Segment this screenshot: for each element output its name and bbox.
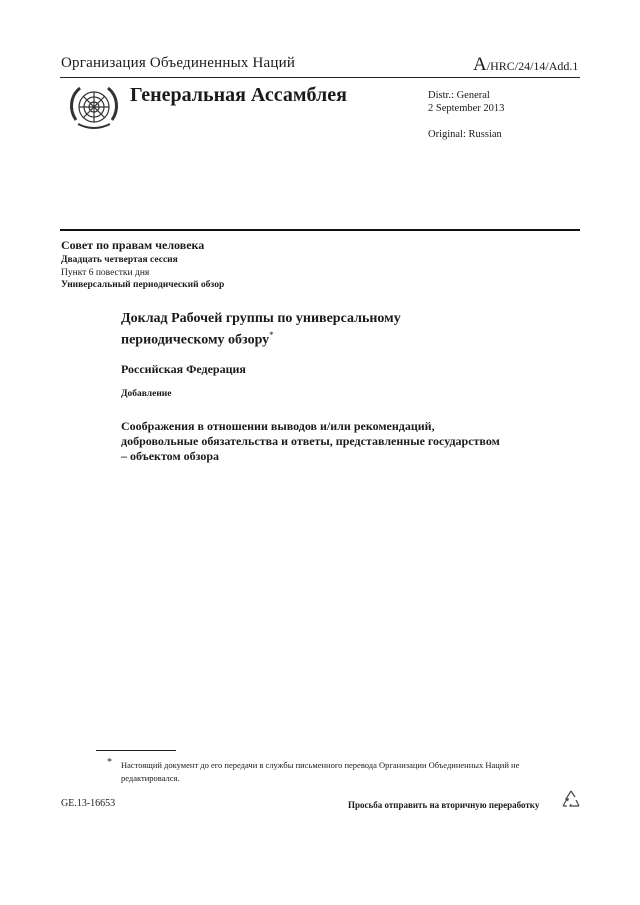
footnote-marker: * bbox=[107, 757, 112, 768]
date: 2 September 2013 bbox=[428, 103, 505, 114]
original-language: Original: Russian bbox=[428, 129, 502, 140]
document-symbol bbox=[473, 54, 578, 76]
country-name: Российская Федерация bbox=[121, 362, 246, 376]
council-name: Совет по правам человека bbox=[61, 238, 205, 252]
un-emblem-icon bbox=[64, 82, 124, 136]
session: Двадцать четвертая сессия bbox=[61, 255, 178, 265]
document-subject: Соображения в отношении выводов и/или рекомендаций, добровольные обязательства и ответы, представленные государством – объектом обзора bbox=[121, 419, 500, 463]
distribution-block bbox=[428, 89, 504, 115]
review-name: Универсальный периодический обзор bbox=[61, 280, 225, 290]
session-meta bbox=[61, 254, 224, 292]
document-title bbox=[121, 310, 501, 349]
section-rule bbox=[60, 229, 580, 231]
organization-name: Организация Объединенных Наций bbox=[61, 55, 296, 71]
distribution: Distr.: General bbox=[428, 90, 490, 101]
title-footnote-marker[interactable]: * bbox=[269, 330, 274, 340]
addendum-label: Добавление bbox=[121, 389, 172, 399]
footnote-text: Настоящий документ до его передачи в службы письменного перевода Организации Объединенных Наций не редактировался. bbox=[121, 760, 520, 783]
general-assembly-title: Генеральная Ассамблея bbox=[130, 84, 347, 106]
recycle-note: Просьба отправить на вторичную переработку bbox=[348, 800, 540, 810]
footnote-rule bbox=[96, 750, 176, 751]
symbol-letter: A bbox=[473, 54, 487, 75]
agenda-item: Пункт 6 повестки дня bbox=[61, 267, 150, 278]
recycle-icon bbox=[560, 789, 582, 811]
title-text: Доклад Рабочей группы по универсальному периодическому обзору bbox=[121, 311, 401, 348]
document-number: GE.13-16653 bbox=[61, 798, 116, 809]
symbol-rest: /HRC/24/14/Add.1 bbox=[486, 59, 579, 73]
header-rule bbox=[60, 77, 580, 78]
